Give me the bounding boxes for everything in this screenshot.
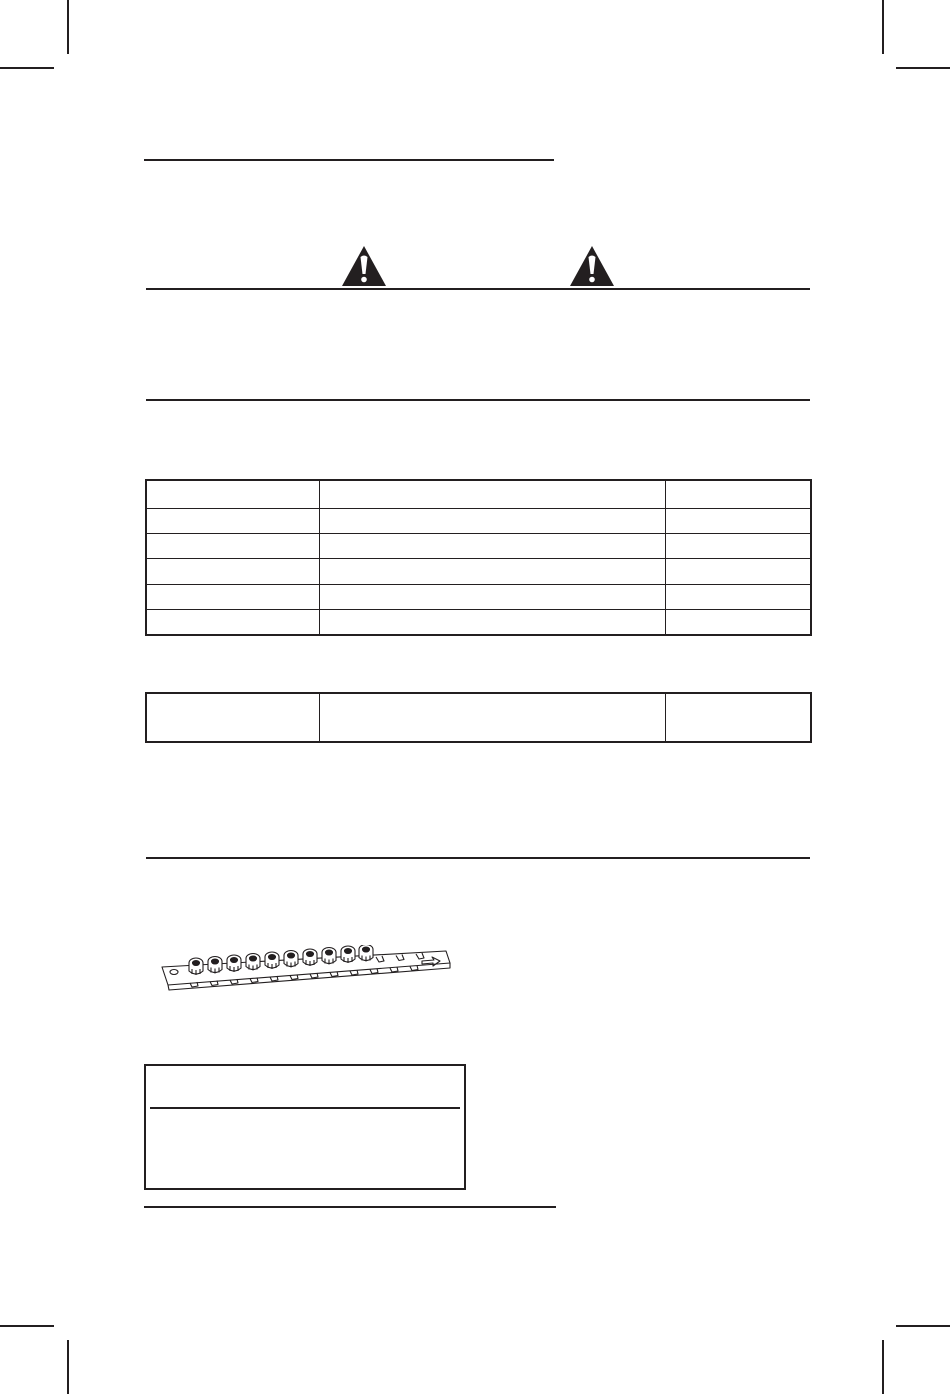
warning-triangle-icon: [569, 245, 615, 287]
section-rule-1: [146, 399, 810, 401]
crop-mark-top-right-v: [882, 0, 884, 54]
table-cell: [147, 559, 320, 584]
header-rule: [144, 159, 554, 161]
table-row: [147, 481, 811, 509]
table-row: [147, 694, 811, 742]
table-cell: [320, 559, 666, 584]
table-cell: [666, 481, 811, 509]
crop-mark-top-right-h: [896, 67, 950, 69]
table-cell: [320, 481, 666, 509]
note-box: [144, 1064, 466, 1190]
table-cell: [147, 609, 320, 634]
crop-mark-bottom-left-v: [67, 1340, 69, 1394]
table-cell: [147, 509, 320, 534]
table-row: [147, 534, 811, 559]
table-cell: [320, 534, 666, 559]
table-row: [147, 559, 811, 584]
section-rule-2: [146, 857, 810, 859]
table-cell: [147, 694, 320, 742]
table-cell: [666, 609, 811, 634]
socket-rail-illustration: [160, 945, 452, 1000]
table-cell: [147, 534, 320, 559]
table-row: [147, 509, 811, 534]
crop-mark-bottom-right-h: [896, 1325, 950, 1327]
table-cell: [147, 584, 320, 609]
secondary-table: [146, 693, 811, 742]
footer-rule: [144, 1206, 556, 1208]
table-cell: [666, 559, 811, 584]
crop-mark-top-left-v: [67, 0, 69, 54]
table-cell: [320, 609, 666, 634]
table-cell: [666, 584, 811, 609]
table-cell: [320, 509, 666, 534]
table-cell: [666, 534, 811, 559]
crop-mark-bottom-right-v: [882, 1340, 884, 1394]
table-cell: [320, 584, 666, 609]
table-cell: [666, 694, 811, 742]
note-box-rule: [150, 1107, 460, 1109]
crop-mark-bottom-left-h: [0, 1325, 54, 1327]
table-cell: [666, 509, 811, 534]
crop-mark-top-left-h: [0, 67, 54, 69]
warning-rule: [146, 288, 810, 290]
table-row: [147, 609, 811, 634]
table-row: [147, 584, 811, 609]
table-cell: [147, 481, 320, 509]
specification-table: [146, 480, 811, 635]
table-cell: [320, 694, 666, 742]
warning-triangle-icon: [341, 245, 387, 287]
